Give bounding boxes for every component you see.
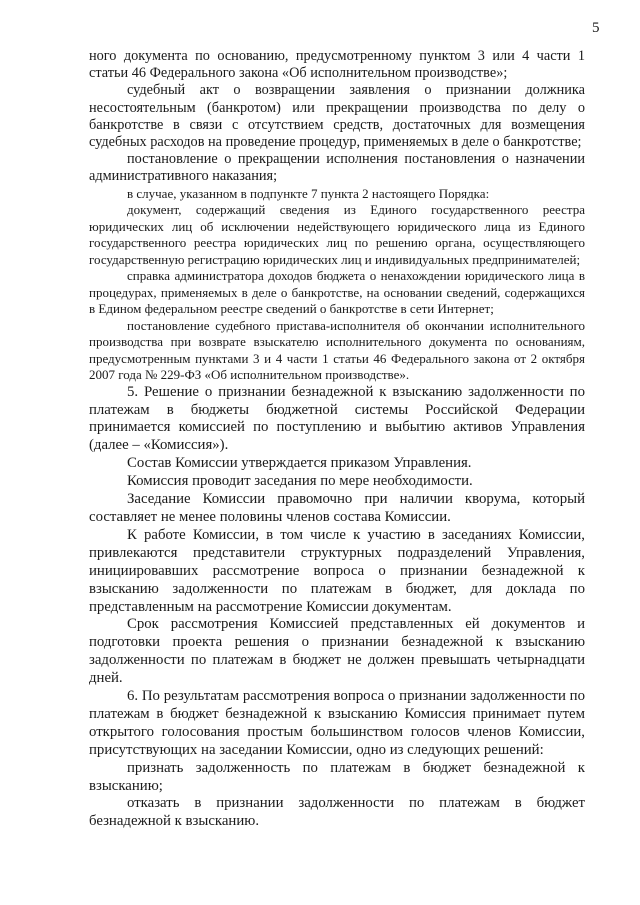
paragraph: Заседание Комиссии правомочно при наличии кворума, который составляет не менее половины членов состава Комиссии. bbox=[89, 491, 585, 525]
document-body bbox=[89, 48, 585, 831]
paragraph: постановление о прекращении исполнения постановления о назначении административного наказания; bbox=[89, 151, 585, 185]
paragraph: постановление судебного пристава-исполнителя об окончании исполнительного производства при возврате взыскателю исполнительного документа по основаниям, предусмотренным пунктами 3 и 4 части 1 статьи 46 Федерального закона от 2 октября 2007 года № 229-ФЗ «Об исполнительном производстве». bbox=[89, 317, 585, 383]
paragraph: отказать в признании задолженности по платежам в бюджет безнадежной к взысканию. bbox=[89, 795, 585, 830]
paragraph: судебный акт о возвращении заявления о признании должника несостоятельным (банкротом) или прекращении производства по делу о банкротстве в связи с отсутствием средств, достаточных для возмещения судебных расходов на проведение процедур, применяемых в деле о банкротстве; bbox=[89, 82, 585, 151]
paragraph: Состав Комиссии утверждается приказом Управления. bbox=[127, 455, 472, 472]
paragraph: признать задолженность по платежам в бюджет безнадежной к взысканию; bbox=[89, 759, 585, 794]
paragraph: 5. Решение о признании безнадежной к взысканию задолженности по платежам в бюджеты бюджетной системы Российской Федерации принимается комиссией по поступлению и выбытию активов Управления (далее – «Комиссия»). bbox=[89, 383, 585, 454]
paragraph: справка администратора доходов бюджета о ненахождении юридического лица в процедурах, применяемых в деле о банкротстве, на основании сведений, содержащихся в Едином федеральном реестре сведений о банкротстве в сети Интернет; bbox=[89, 268, 585, 317]
paragraph: 6. По результатам рассмотрения вопроса о признании задолженности по платежам в бюджет безнадежной к взысканию Комиссия принимает путем открытого голосования простым большинством голосов членов Комиссии, присутствующих на заседании Комиссии, одно из следующих решений: bbox=[89, 688, 585, 758]
paragraph: Срок рассмотрения Комиссией представленных ей документов и подготовки проекта решения о признании безнадежной к взысканию задолженности по платежам в бюджет не должен превышать четырнадцати дней. bbox=[89, 616, 585, 687]
paragraph: в случае, указанном в подпункте 7 пункта 2 настоящего Порядка: bbox=[127, 185, 490, 201]
paragraph: документ, содержащий сведения из Единого государственного реестра юридических лиц об исключении недействующего юридического лица из Единого государственного реестра юридических лиц по решению органа, осуществляющего государственную регистрацию юридических лиц и индивидуальных предпринимателей; bbox=[89, 202, 585, 267]
paragraph: Комиссия проводит заседания по мере необходимости. bbox=[127, 473, 473, 490]
page-number: 5 bbox=[592, 20, 600, 36]
paragraph: ного документа по основанию, предусмотренному пунктом 3 или 4 части 1 статьи 46 Федерального закона «Об исполнительном производстве»; bbox=[89, 48, 585, 82]
paragraph: К работе Комиссии, в том числе к участию в заседаниях Комиссии, привлекаются представители структурных подразделений Управления, инициировавших рассмотрение вопроса о признании безнадежной к взысканию задолженности по платежам в бюджет, для доклада по представленным на рассмотрение Комиссии документам. bbox=[89, 526, 585, 615]
